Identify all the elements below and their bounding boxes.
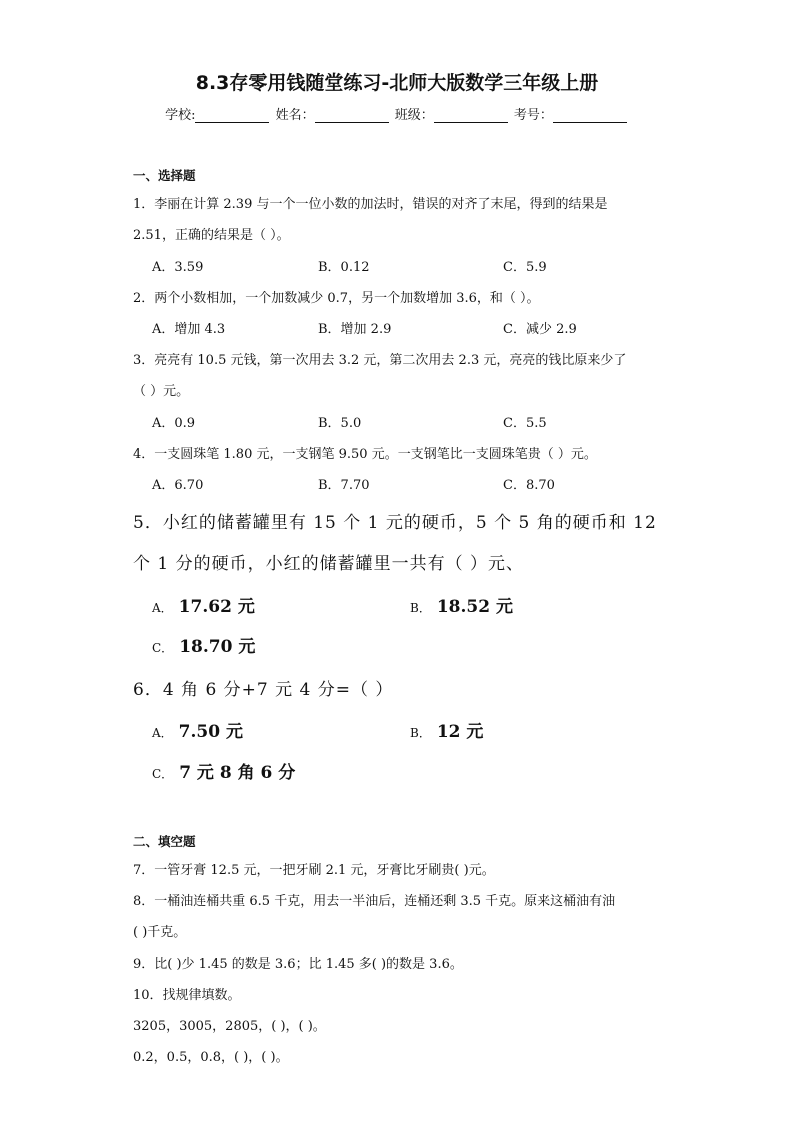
question-3-option-c[interactable]: C．5.5 bbox=[503, 416, 547, 431]
page-title: 8.3存零用钱随堂练习-北师大版数学三年级上册 bbox=[195, 72, 599, 94]
exam-no-label: 考号： bbox=[513, 108, 553, 123]
option-label: A． bbox=[152, 726, 173, 740]
question-6-option-c[interactable] bbox=[152, 758, 295, 783]
option-value: 7 元 8 角 6 分 bbox=[179, 763, 296, 783]
question-2-option-c[interactable]: C．减少 2.9 bbox=[503, 322, 577, 337]
class-field[interactable] bbox=[434, 108, 508, 123]
question-1-option-c[interactable]: C．5.9 bbox=[503, 260, 547, 275]
question-4: 4．一支圆珠笔 1.80 元，一支钢笔 9.50 元。一支钢笔比一支圆珠笔贵（ ）元。 bbox=[133, 447, 597, 462]
question-10-sequence-a: 3205，3005，2805，( )，( )。 bbox=[133, 1019, 326, 1034]
question-9: 9．比( )少 1.45 的数是 3.6；比 1.45 多( )的数是 3.6。 bbox=[133, 957, 463, 972]
question-5-option-b[interactable] bbox=[410, 592, 513, 617]
name-label: 姓名： bbox=[275, 108, 315, 123]
option-label: C． bbox=[152, 767, 174, 781]
question-3-option-a[interactable]: A．0.9 bbox=[152, 416, 196, 431]
question-5-option-c[interactable] bbox=[152, 632, 255, 657]
school-field[interactable] bbox=[195, 108, 269, 123]
school-label: 学校: bbox=[165, 108, 196, 123]
question-3-option-b[interactable]: B．5.0 bbox=[318, 416, 362, 431]
section-heading-fill: 二、填空题 bbox=[133, 834, 196, 849]
question-10: 10．找规律填数。 bbox=[133, 988, 241, 1003]
question-3-line-2: （ ）元。 bbox=[133, 384, 190, 399]
option-value: 17.62 元 bbox=[178, 597, 255, 617]
question-5-line-2: 个 1 分的硬币，小红的储蓄罐里一共有（ ）元、 bbox=[133, 554, 525, 574]
section-heading-choice: 一、选择题 bbox=[133, 168, 196, 183]
option-value: 18.52 元 bbox=[436, 597, 513, 617]
question-1-line-2: 2.51，正确的结果是（ ）。 bbox=[133, 228, 290, 243]
question-5-line-1: 5．小红的储蓄罐里有 15 个 1 元的硬币，5 个 5 角的硬币和 12 bbox=[133, 513, 657, 533]
option-value: 12 元 bbox=[436, 722, 484, 742]
question-5-option-a[interactable] bbox=[152, 592, 255, 617]
question-6-option-b[interactable] bbox=[410, 717, 483, 742]
option-value: 18.70 元 bbox=[179, 637, 256, 657]
question-10-sequence-b: 0.2，0.5，0.8，( )，( )。 bbox=[133, 1050, 289, 1065]
question-4-option-a[interactable]: A．6.70 bbox=[152, 478, 204, 493]
class-label: 班级： bbox=[394, 108, 434, 123]
option-label: C． bbox=[152, 641, 174, 655]
option-label: A． bbox=[152, 601, 173, 615]
question-8-line-2: ( )千克。 bbox=[133, 925, 187, 940]
question-6-option-a[interactable] bbox=[152, 717, 243, 742]
question-2-option-b[interactable]: B．增加 2.9 bbox=[318, 322, 392, 337]
question-1-line-1: 1．李丽在计算 2.39 与一个一位小数的加法时，错误的对齐了末尾，得到的结果是 bbox=[133, 197, 608, 212]
question-2: 2．两个小数相加，一个加数减少 0.7，另一个加数增加 3.6，和（ ）。 bbox=[133, 291, 540, 306]
exam-no-field[interactable] bbox=[553, 108, 627, 123]
question-3-line-1: 3．亮亮有 10.5 元钱，第一次用去 3.2 元，第二次用去 2.3 元，亮亮的钱比原来少了 bbox=[133, 353, 627, 368]
question-8-line-1: 8．一桶油连桶共重 6.5 千克，用去一半油后，连桶还剩 3.5 千克。原来这桶油有油 bbox=[133, 894, 616, 909]
question-4-option-c[interactable]: C．8.70 bbox=[503, 478, 555, 493]
option-label: B． bbox=[410, 726, 431, 740]
student-info-line bbox=[0, 104, 794, 123]
question-6: 6．4 角 6 分+7 元 4 分=（ ） bbox=[133, 680, 394, 700]
option-value: 7.50 元 bbox=[178, 722, 243, 742]
question-4-option-b[interactable]: B．7.70 bbox=[318, 478, 370, 493]
question-1-option-a[interactable]: A．3.59 bbox=[152, 260, 204, 275]
question-7: 7．一管牙膏 12.5 元，一把牙刷 2.1 元，牙膏比牙刷贵( )元。 bbox=[133, 863, 495, 878]
name-field[interactable] bbox=[315, 108, 389, 123]
question-2-option-a[interactable]: A．增加 4.3 bbox=[152, 322, 226, 337]
question-1-option-b[interactable]: B．0.12 bbox=[318, 260, 370, 275]
option-label: B． bbox=[410, 601, 431, 615]
